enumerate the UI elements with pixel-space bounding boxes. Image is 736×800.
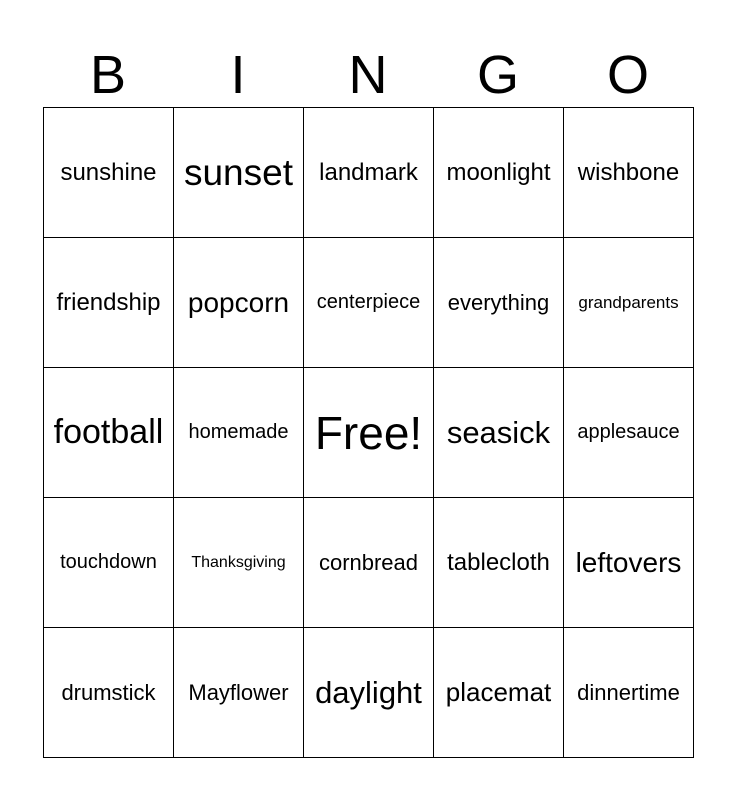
bingo-cell: everything xyxy=(434,238,564,368)
bingo-cell: landmark xyxy=(304,108,434,238)
bingo-cell: popcorn xyxy=(174,238,304,368)
bingo-cell: homemade xyxy=(174,368,304,498)
bingo-cell: sunset xyxy=(174,108,304,238)
header-letter-g: G xyxy=(476,45,519,105)
bingo-cell: football xyxy=(44,368,174,498)
header-letter-i: I xyxy=(230,45,246,105)
bingo-cell: grandparents xyxy=(564,238,694,368)
bingo-grid xyxy=(43,107,694,758)
bingo-cell: sunshine xyxy=(44,108,174,238)
header-letter-b: B xyxy=(89,45,127,105)
bingo-cell: moonlight xyxy=(434,108,564,238)
bingo-cell: daylight xyxy=(304,628,434,758)
bingo-cell: dinnertime xyxy=(564,628,694,758)
free-space: Free! xyxy=(304,368,434,498)
bingo-cell: centerpiece xyxy=(304,238,434,368)
bingo-cell: applesauce xyxy=(564,368,694,498)
header-letter-n: N xyxy=(348,45,388,105)
bingo-cell: seasick xyxy=(434,368,564,498)
bingo-cell: drumstick xyxy=(44,628,174,758)
bingo-cell: tablecloth xyxy=(434,498,564,628)
bingo-cell: cornbread xyxy=(304,498,434,628)
bingo-cell: leftovers xyxy=(564,498,694,628)
bingo-cell: Mayflower xyxy=(174,628,304,758)
bingo-cell: touchdown xyxy=(44,498,174,628)
bingo-cell: friendship xyxy=(44,238,174,368)
bingo-cell: placemat xyxy=(434,628,564,758)
bingo-cell: Thanksgiving xyxy=(174,498,304,628)
bingo-header xyxy=(43,44,693,106)
header-letter-o: O xyxy=(606,45,649,105)
bingo-cell: wishbone xyxy=(564,108,694,238)
